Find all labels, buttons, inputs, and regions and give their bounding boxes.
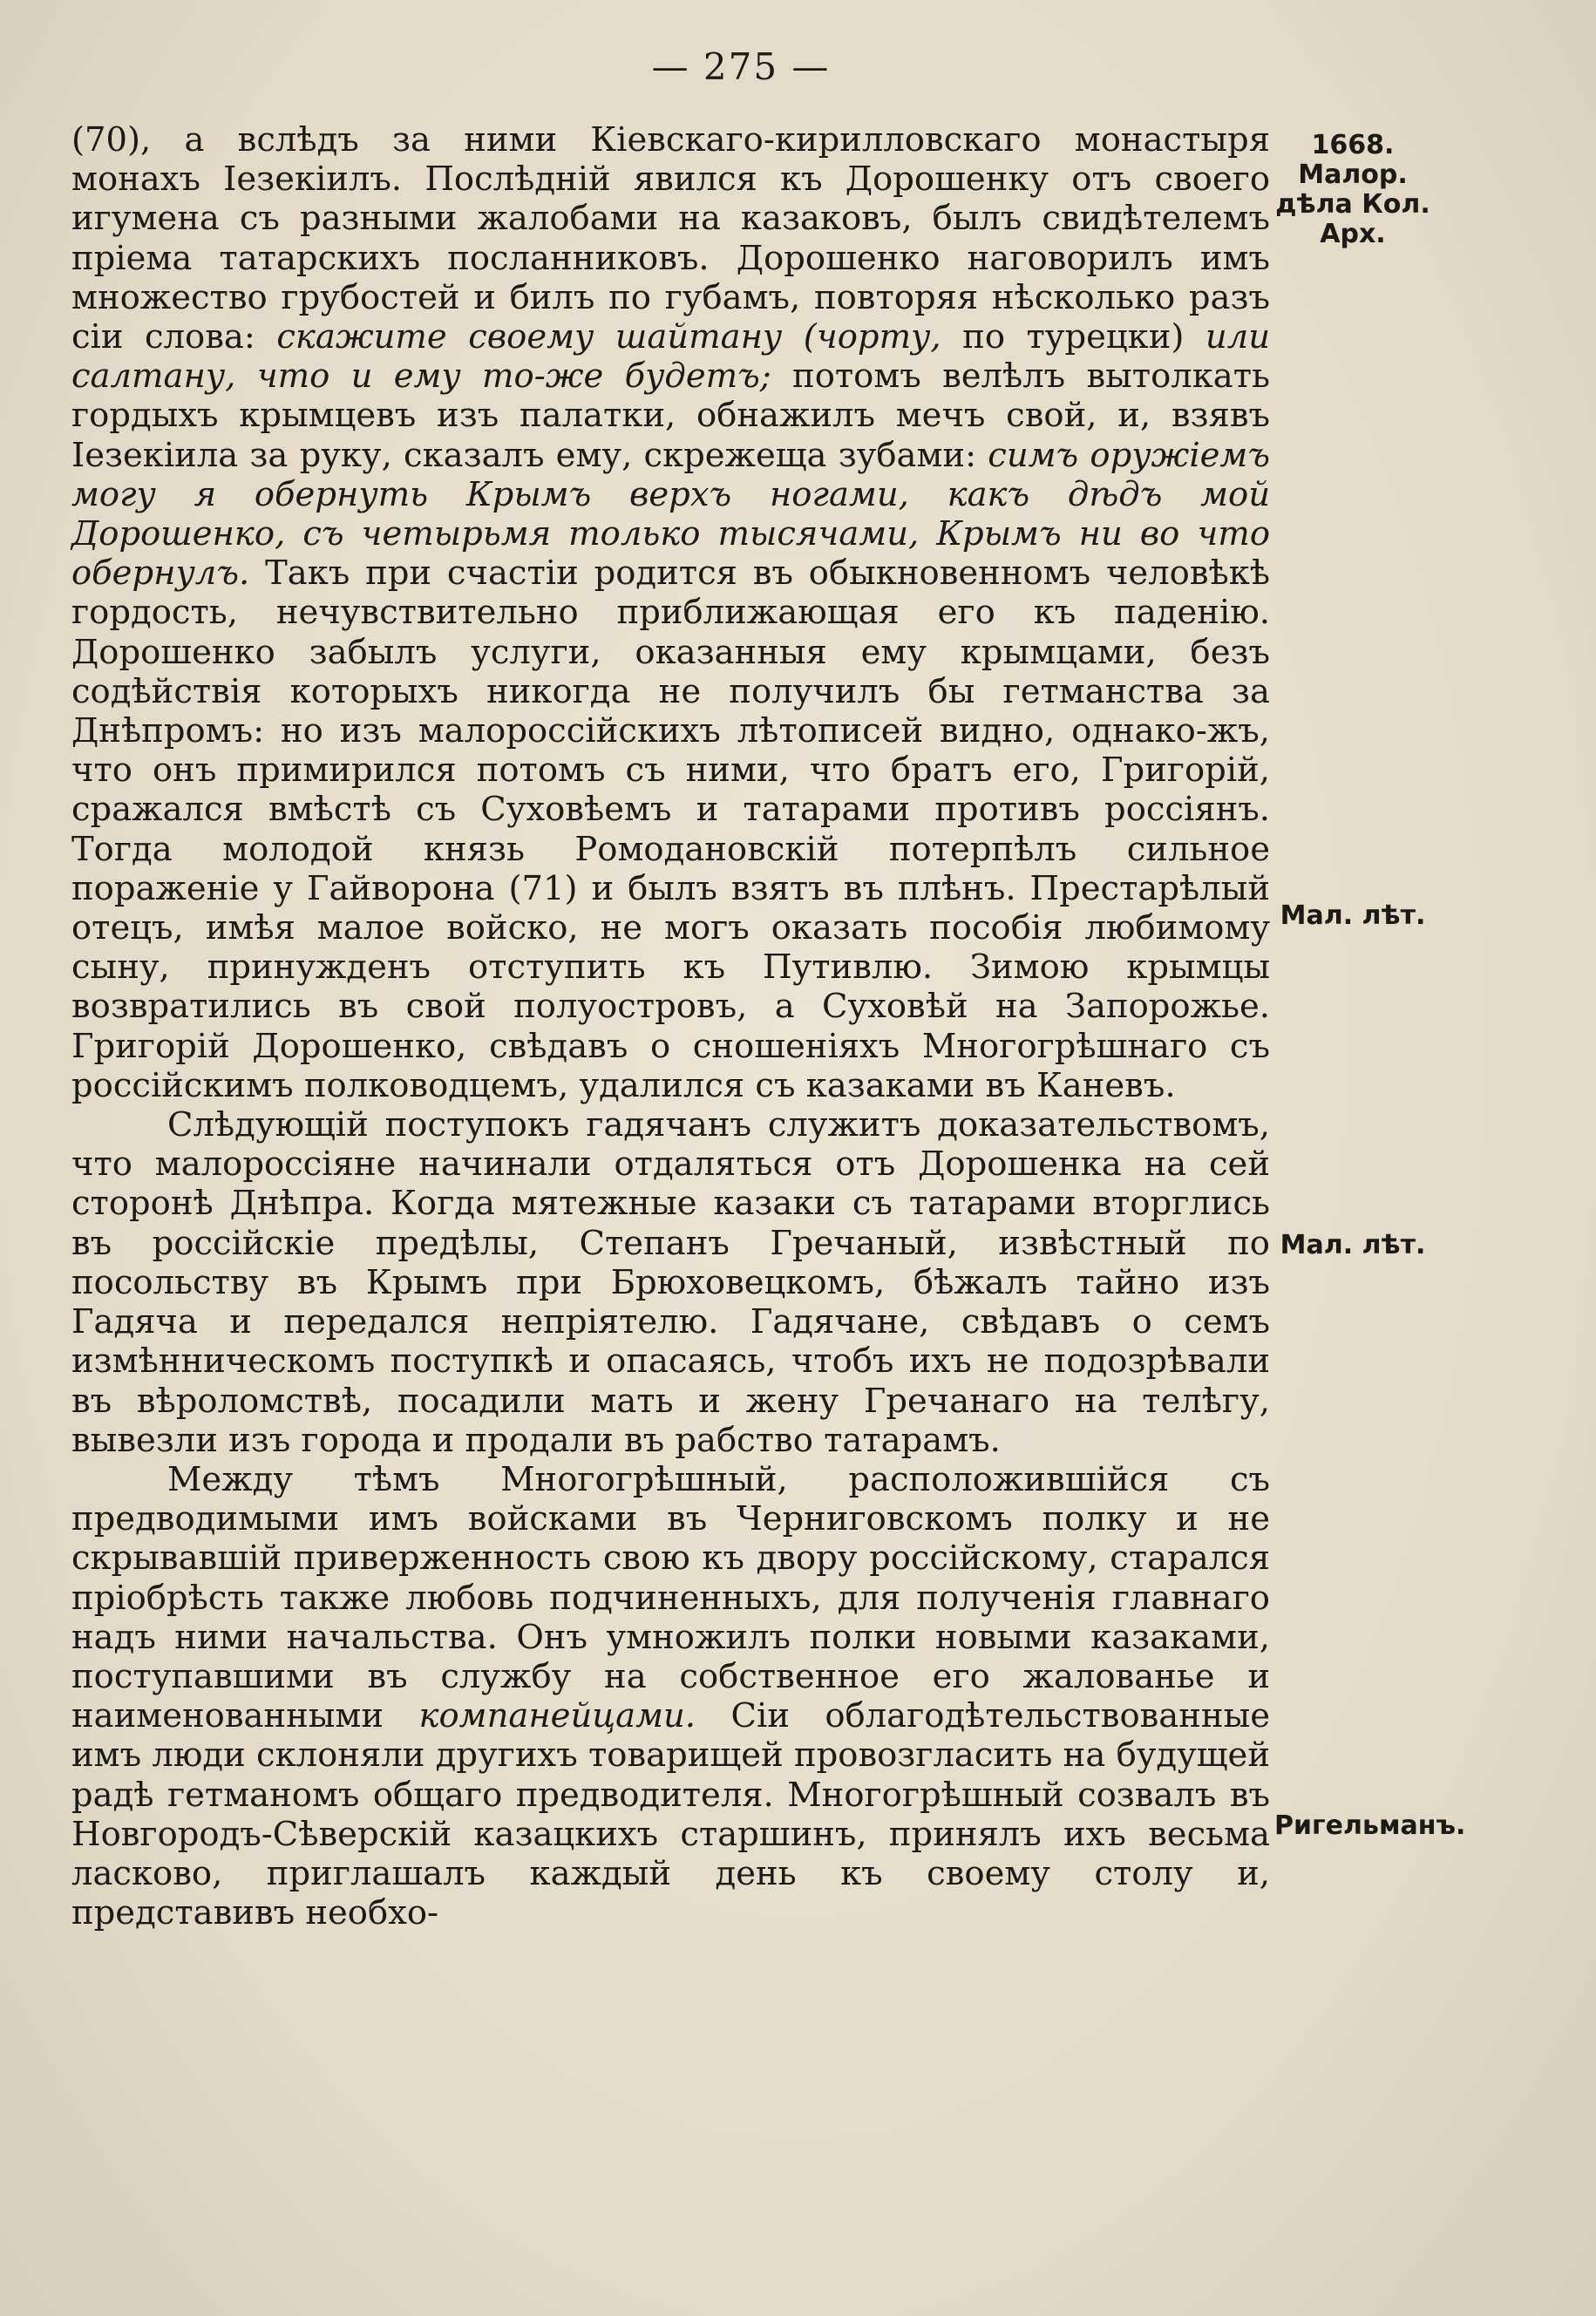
page-number: — 275 — — [651, 45, 831, 88]
italic-quote: скажите своему шайтану (чорту, — [276, 317, 941, 357]
margin-note-source-1668: 1668. Малор. дѣла Кол. Арх. — [1275, 130, 1430, 249]
text-run: потомъ велѣлъ вытолкать гордыхъ крымцевъ изъ палатки, обнажилъ мечъ свой, и, взявъ Іезекіила за руку, сказалъ ему, скрежеща зубами: — [71, 357, 1270, 475]
italic-quote: или салтану, что и ему то-же будетъ; — [71, 317, 1270, 397]
paragraph — [71, 1105, 1270, 1460]
margin-note-rigelman: Ригельманъ. — [1274, 1810, 1466, 1841]
text-run: по турецки) — [941, 317, 1205, 357]
text-run: Между тѣмъ Многогрѣшный, расположившійся съ предводимыми имъ войсками въ Черниговскомъ полку и не скрывавшій приверженность свою къ двору россійскому, старался пріобрѣсть также любовь подчиненныхъ, для полученія главнаго надъ ними начальства. Онъ умножилъ полки новыми казаками, поступавшими въ службу на собственное его жалованье и наименованными — [71, 1459, 1270, 1736]
paragraph — [71, 1460, 1270, 1932]
margin-note-mal-let: Мал. лѣт. — [1280, 900, 1426, 931]
italic-term: компанейцами. — [418, 1696, 696, 1736]
text-run: Сіи облагодѣтельствованные имъ люди склоняли другихъ товарищей провозгласить на будущей радѣ гетманомъ общаго предводителя. Многогрѣшный созвалъ въ Новгородъ-Сѣверскій казацкихъ старшинъ, принялъ ихъ весьма ласково, приглашалъ каждый день къ своему столу и, представивъ необхо- — [71, 1696, 1270, 1933]
italic-quote: симъ оружіемъ могу я обернуть Крымъ верхъ ногами, какъ дѣдъ мой Дорошенко, съ четырьмя только тысячами, Крымъ ни во что обернулъ. — [71, 435, 1270, 594]
text-run: (70), а вслѣдъ за ними Кіевскаго-кирилловскаго монастыря монахъ Іезекіилъ. Послѣдній явился къ Дорошенку отъ своего игумена съ разными жалобами на казаковъ, былъ свидѣтелемъ пріема татарскихъ посланниковъ. Дорошенко наговорилъ имъ множество грубостей и билъ по губамъ, повторяя нѣсколько разъ сіи слова: — [71, 120, 1270, 357]
text-run: Слѣдующій поступокъ гадячанъ служитъ доказательствомъ, что малороссіяне начинали отдаляться отъ Дорошенка на сей сторонѣ Днѣпра. Когда мятежные казаки съ татарами вторглись въ россійскіе предѣлы, Степанъ Гречаный, извѣстный по посольству въ Крымъ при Брюховецкомъ, бѣжалъ тайно изъ Гадяча и передался непріятелю. Гадячане, свѣдавъ о семъ измѣнническомъ поступкѣ и опасаясь, чтобъ ихъ не подозрѣвали въ вѣроломствѣ, посадили мать и жену Гречанаго на телѣгу, вывезли изъ города и продали въ рабство татарамъ. — [71, 1105, 1270, 1460]
paragraph — [71, 120, 1270, 1105]
margin-note-mal-let: Мал. лѣт. — [1280, 1230, 1426, 1260]
text-run: Такъ при счастіи родится въ обыкновенномъ человѣкѣ гордость, нечувствительно приближающая его къ паденію. Дорошенко забылъ услуги, оказанныя ему крымцами, безъ содѣйствія которыхъ никогда не получилъ бы гетманства за Днѣпромъ: но изъ малороссійскихъ лѣтописей видно, однако-жъ, что онъ примирился потомъ съ ними, что братъ его, Григорій, сражался вмѣстѣ съ Суховѣемъ и татарами противъ россіянъ. Тогда молодой князь Ромодановскій потерпѣлъ сильное пораженіе у Гайворона (71) и былъ взятъ въ плѣнъ. Престарѣлый отецъ, имѣя малое войско, не могъ оказать пособія любимому сыну, принужденъ отступить къ Путивлю. Зимою крымцы возвратились въ свой полуостровъ, а Суховѣй на Запорожье. Григорій Дорошенко, свѣдавъ о сношеніяхъ Многогрѣшнаго съ россійскимъ полководцемъ, удалился съ казаками въ Каневъ. — [71, 554, 1270, 1105]
main-text — [71, 120, 1270, 1932]
